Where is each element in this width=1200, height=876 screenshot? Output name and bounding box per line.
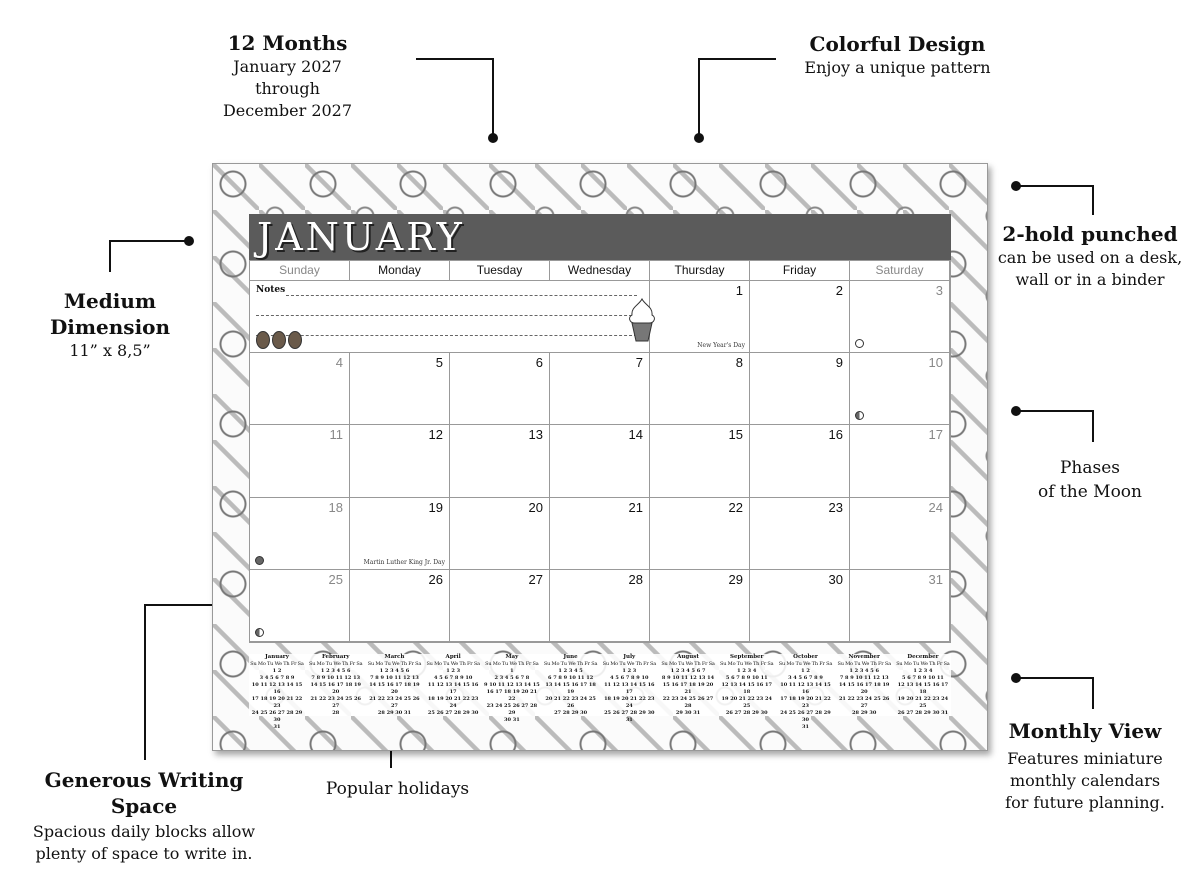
day-cell[interactable] — [750, 570, 850, 642]
callout-heading: Colorful Design — [809, 32, 986, 56]
mini-week-row: 4 5 6 7 8 9 10 — [434, 675, 473, 681]
callout-moon-phases — [1010, 456, 1170, 504]
mini-week-row: 1 2 — [272, 668, 282, 674]
day-cell[interactable] — [750, 353, 850, 425]
mini-week-row: 1 2 3 — [446, 668, 461, 674]
day-number: 2 — [835, 283, 843, 298]
day-number: 25 — [328, 571, 343, 587]
day-cell[interactable] — [350, 570, 450, 642]
day-cell[interactable] — [850, 570, 950, 642]
mini-week-row: 12 13 14 15 16 17 18 — [721, 682, 772, 695]
mini-week-row: 28 29 30 — [852, 710, 877, 716]
mini-week-row: 7 8 9 10 11 12 13 — [311, 675, 361, 681]
callout-12-months — [200, 30, 375, 122]
callout-2-hold-punched — [990, 221, 1190, 291]
mini-calendar — [719, 654, 775, 716]
mini-week-row: 31 — [273, 724, 281, 730]
leader-line — [1092, 185, 1094, 215]
day-header: Monday — [350, 261, 450, 281]
day-cell[interactable] — [850, 498, 950, 570]
mini-month-name: November — [848, 654, 880, 660]
day-number: 14 — [628, 427, 643, 443]
mini-calendar — [249, 654, 305, 730]
callout-subtext: wall or in a binder — [1015, 270, 1165, 289]
mini-week-row: 11 12 13 14 15 16 17 — [604, 682, 655, 695]
mini-calendar — [601, 654, 657, 723]
leader-dot — [184, 236, 194, 246]
day-number: 7 — [635, 355, 643, 371]
callout-heading: Generous Writing Space — [44, 768, 244, 818]
day-number: 12 — [428, 427, 443, 443]
mini-weekdays: Su Mo Tu We Th Fr Sa — [602, 661, 656, 667]
mini-calendar — [777, 654, 833, 730]
day-header: Wednesday — [550, 261, 650, 281]
mini-month-name: July — [623, 654, 636, 660]
leader-dot — [694, 133, 704, 143]
mini-week-row: 18 19 20 21 22 23 24 — [427, 696, 479, 709]
day-cell[interactable] — [250, 353, 350, 425]
callout-subtext: Popular holidays — [325, 779, 470, 799]
mini-week-row: 2 3 4 5 6 7 8 — [494, 675, 530, 681]
mini-week-row: 10 11 12 13 14 15 16 — [780, 682, 831, 695]
day-cell[interactable] — [650, 281, 750, 353]
mini-week-row: 1 2 3 4 5 — [558, 668, 583, 674]
callout-subtext: Enjoy a unique pattern — [804, 58, 991, 77]
callout-heading: Medium — [63, 289, 157, 313]
mini-week-row: 17 18 19 20 21 22 23 — [780, 696, 831, 709]
notes-label: Notes — [256, 285, 286, 295]
mini-week-row: 5 6 7 8 9 10 11 — [902, 675, 944, 681]
mini-weekdays: Su Mo Tu We Th Fr Sa — [309, 661, 363, 667]
day-cell[interactable] — [650, 425, 750, 497]
mini-week-row: 1 2 3 4 5 6 — [849, 668, 879, 674]
mini-weekdays: Su Mo Tu We Th Fr Sa — [720, 661, 774, 667]
day-cell[interactable] — [450, 425, 550, 497]
day-cell[interactable] — [650, 353, 750, 425]
day-number: 11 — [329, 427, 343, 443]
mini-weekdays: Su Mo Tu We Th Fr Sa — [837, 661, 891, 667]
mini-week-row: 10 11 12 13 14 15 16 — [251, 682, 303, 695]
day-number: 21 — [628, 499, 643, 515]
day-number: 10 — [928, 355, 943, 371]
mini-week-row: 19 20 21 22 23 24 25 — [721, 696, 772, 709]
mini-week-row: 1 2 3 — [622, 668, 637, 674]
mini-week-row: 31 — [801, 724, 809, 730]
mini-week-row: 20 21 22 23 24 25 26 — [545, 696, 596, 709]
day-number: 9 — [835, 355, 843, 371]
mini-week-row: 27 28 29 30 — [554, 710, 588, 716]
mini-week-row: 16 17 18 19 20 21 22 — [486, 689, 538, 702]
notes-area — [250, 281, 650, 353]
day-header: Tuesday — [450, 261, 550, 281]
day-cell[interactable] — [850, 425, 950, 497]
day-cell[interactable] — [750, 498, 850, 570]
mini-month-name: June — [563, 654, 578, 660]
callout-subtext: can be used on a desk, — [997, 248, 1183, 267]
mini-week-row: 30 31 — [504, 717, 520, 723]
callout-subtext: December 2027 — [222, 101, 353, 120]
mini-weekdays: Su Mo Tu We Th Fr Sa — [485, 661, 539, 667]
mini-week-row: 24 25 26 27 28 29 30 — [251, 710, 303, 723]
moon-phase-icon — [255, 556, 264, 565]
day-cell[interactable] — [650, 570, 750, 642]
day-cell[interactable] — [650, 498, 750, 570]
mini-month-name: February — [321, 654, 350, 660]
day-number: 17 — [928, 427, 943, 443]
day-cell[interactable] — [850, 353, 950, 425]
mini-week-row: 1 2 3 4 5 6 7 — [670, 668, 706, 674]
mini-week-row: 6 7 8 9 10 11 12 — [547, 675, 594, 681]
holiday-label: New Year's Day — [697, 342, 745, 350]
day-cell[interactable] — [750, 281, 850, 353]
day-number: 5 — [435, 355, 443, 371]
leader-line — [109, 240, 111, 272]
callout-subtext: plenty of space to write in. — [35, 844, 253, 863]
mini-week-row: 25 26 27 28 29 30 — [427, 710, 479, 716]
mini-week-row: 28 — [332, 710, 340, 716]
leader-line — [698, 58, 776, 60]
day-cell[interactable] — [250, 498, 350, 570]
moon-phase-icon — [255, 628, 264, 637]
day-number: 29 — [728, 571, 743, 587]
mini-week-row: 26 27 28 29 30 — [725, 710, 768, 716]
leader-dot — [1011, 673, 1021, 683]
notes-line — [256, 335, 637, 336]
holiday-label: Martin Luther King Jr. Day — [363, 558, 445, 566]
day-cell[interactable] — [250, 570, 350, 642]
mini-week-row: 7 8 9 10 11 12 13 — [370, 675, 419, 681]
mini-weekdays: Su Mo Tu We Th Fr Sa — [426, 661, 480, 667]
callout-subtext: Phases — [1059, 458, 1121, 478]
callout-colorful-design — [790, 31, 1005, 79]
month-title: JANUARY — [257, 215, 465, 259]
leader-line — [1092, 677, 1094, 709]
mini-calendar — [660, 654, 716, 716]
leader-dot — [488, 133, 498, 143]
callout-subtext: Features miniature — [1007, 749, 1163, 768]
day-cell[interactable] — [350, 425, 450, 497]
leader-line — [1016, 410, 1094, 412]
day-number: 1 — [735, 283, 743, 298]
day-header: Saturday — [850, 261, 950, 281]
mini-week-row: 4 5 6 7 8 9 10 — [610, 675, 649, 681]
mini-week-row: 1 2 3 4 5 6 — [379, 668, 410, 674]
mini-weekdays: Su Mo Tu We Th Fr Sa — [778, 661, 833, 667]
mini-week-row: 17 18 19 20 21 22 23 — [251, 696, 303, 709]
mini-week-row: 26 27 28 29 30 31 — [897, 710, 949, 716]
leader-line — [698, 58, 700, 136]
mini-calendar — [836, 654, 892, 716]
mini-weekdays: Su Mo Tu We Th Fr Sa — [250, 661, 304, 667]
mini-week-row: 22 23 24 25 26 27 28 — [662, 696, 714, 709]
callout-heading: 12 Months — [227, 31, 348, 55]
mini-week-row: 21 22 23 24 25 26 27 — [310, 696, 361, 709]
leader-line — [109, 240, 189, 242]
day-number: 18 — [328, 499, 343, 515]
day-cell[interactable] — [850, 281, 950, 353]
leader-line — [1016, 185, 1094, 187]
mini-week-row: 12 13 14 15 16 17 18 — [897, 682, 949, 695]
mini-month-name: March — [384, 654, 405, 660]
callout-subtext: monthly calendars — [1009, 771, 1161, 790]
day-cell[interactable] — [550, 570, 650, 642]
day-cell[interactable] — [450, 353, 550, 425]
day-number: 6 — [535, 355, 543, 371]
day-number: 30 — [828, 571, 843, 587]
callout-medium-dimension — [40, 288, 180, 362]
day-number: 22 — [728, 499, 743, 515]
mini-calendar — [484, 654, 540, 723]
mini-week-row: 29 30 31 — [675, 710, 701, 716]
day-number: 8 — [735, 355, 743, 371]
mini-week-row: 7 8 9 10 11 12 13 — [839, 675, 889, 681]
mini-weekdays: Su Mo Tu We Th Fr Sa — [896, 661, 950, 667]
mini-week-row: 14 15 16 17 18 19 20 — [369, 682, 420, 695]
callout-monthly-view — [995, 718, 1175, 814]
mini-week-row: 25 26 27 28 29 30 31 — [604, 710, 655, 723]
mini-week-row: 23 24 25 26 27 28 29 — [486, 703, 538, 716]
day-cell[interactable] — [450, 498, 550, 570]
mini-calendar — [366, 654, 422, 716]
mini-calendars — [249, 654, 951, 730]
day-number: 4 — [335, 355, 343, 371]
mini-week-row: 28 29 30 31 — [377, 710, 411, 716]
mini-month-name: January — [265, 654, 289, 660]
day-number: 15 — [728, 427, 743, 443]
day-number: 26 — [428, 571, 443, 587]
day-number: 28 — [628, 571, 643, 587]
day-header: Sunday — [250, 261, 350, 281]
mini-week-row: 1 — [510, 668, 514, 674]
callout-subtext: of the Moon — [1037, 482, 1142, 502]
day-cell[interactable] — [750, 425, 850, 497]
mini-week-row: 14 15 16 17 18 19 20 — [310, 682, 361, 695]
callout-subtext: Spacious daily blocks allow — [32, 822, 256, 841]
mini-week-row: 9 10 11 12 13 14 15 — [484, 682, 540, 688]
day-cell[interactable] — [550, 353, 650, 425]
leader-line — [416, 58, 494, 60]
day-number: 16 — [828, 427, 843, 443]
callout-heading: Monthly View — [1008, 719, 1162, 743]
mini-calendar — [895, 654, 951, 716]
mini-week-row: 13 14 15 16 17 18 19 — [545, 682, 596, 695]
day-cell[interactable] — [450, 570, 550, 642]
month-grid — [249, 260, 951, 643]
day-cell[interactable] — [350, 353, 450, 425]
day-header: Friday — [750, 261, 850, 281]
mini-week-row: 11 12 13 14 15 16 17 — [427, 682, 479, 695]
mini-calendar — [425, 654, 481, 716]
mini-calendar — [308, 654, 364, 716]
day-header: Thursday — [650, 261, 750, 281]
mini-week-row: 15 16 17 18 19 20 21 — [662, 682, 714, 695]
calendar-page — [212, 163, 988, 751]
day-cell[interactable] — [250, 425, 350, 497]
mini-week-row: 3 4 5 6 7 8 9 — [259, 675, 295, 681]
moon-phase-icon — [855, 339, 864, 348]
mini-week-row: 1 2 3 4 — [913, 668, 933, 674]
mini-week-row: 24 25 26 27 28 29 30 — [780, 710, 831, 723]
mini-month-name: May — [505, 654, 519, 660]
mini-weekdays: Su Mo Tu We Th Fr Sa — [367, 661, 422, 667]
day-number: 3 — [935, 283, 943, 298]
callout-heading: Dimension — [49, 315, 171, 339]
leader-line — [492, 58, 494, 136]
leader-line — [144, 604, 146, 760]
month-banner — [249, 214, 951, 260]
callout-subtext: January 2027 through — [233, 57, 342, 98]
callout-popular-holidays — [310, 778, 485, 800]
mini-week-row: 8 9 10 11 12 13 14 — [661, 675, 715, 681]
day-number: 24 — [928, 499, 943, 515]
mini-week-row: 5 6 7 8 9 10 11 — [725, 675, 768, 681]
day-number: 31 — [928, 571, 943, 587]
mini-month-name: October — [793, 654, 818, 660]
mini-month-name: April — [445, 654, 461, 660]
callout-subtext: 11” x 8,5” — [69, 341, 151, 360]
day-number: 27 — [528, 571, 543, 587]
mini-week-row: 21 22 23 24 25 26 27 — [838, 696, 890, 709]
day-cell[interactable] — [350, 498, 450, 570]
mini-week-row: 18 19 20 21 22 23 24 — [604, 696, 655, 709]
mini-week-row: 1 2 — [801, 668, 810, 674]
mini-week-row: 19 20 21 22 23 24 25 — [897, 696, 949, 709]
day-number: 23 — [828, 499, 843, 515]
callout-heading: 2-hold punched — [1002, 222, 1178, 246]
leader-dot — [1011, 406, 1021, 416]
leader-line — [1016, 677, 1094, 679]
callout-subtext: for future planning. — [1005, 793, 1165, 812]
mini-week-row: 21 22 23 24 25 26 27 — [369, 696, 420, 709]
mini-month-name: December — [907, 654, 939, 660]
mini-weekdays: Su Mo Tu We Th Fr Sa — [661, 661, 715, 667]
day-cell[interactable] — [550, 498, 650, 570]
leader-line — [1092, 410, 1094, 442]
day-number: 19 — [428, 499, 443, 515]
notes-line — [256, 315, 637, 316]
mini-week-row: 14 15 16 17 18 19 20 — [838, 682, 890, 695]
leader-dot — [1011, 181, 1021, 191]
mini-week-row: 1 2 3 4 — [737, 668, 757, 674]
mini-month-name: September — [730, 654, 764, 660]
mini-calendar — [543, 654, 599, 716]
moon-phase-icon — [855, 411, 864, 420]
notes-line — [286, 295, 637, 296]
coffee-beans-icon — [256, 331, 304, 353]
callout-writing-space — [10, 767, 278, 865]
day-number: 20 — [528, 499, 543, 515]
mini-week-row: 1 2 3 4 5 6 — [320, 668, 351, 674]
mini-month-name: August — [677, 654, 699, 660]
mini-week-row: 3 4 5 6 7 8 9 — [788, 675, 823, 681]
mini-weekdays: Su Mo Tu We Th Fr Sa — [543, 661, 598, 667]
day-cell[interactable] — [550, 425, 650, 497]
day-number: 13 — [528, 427, 543, 443]
